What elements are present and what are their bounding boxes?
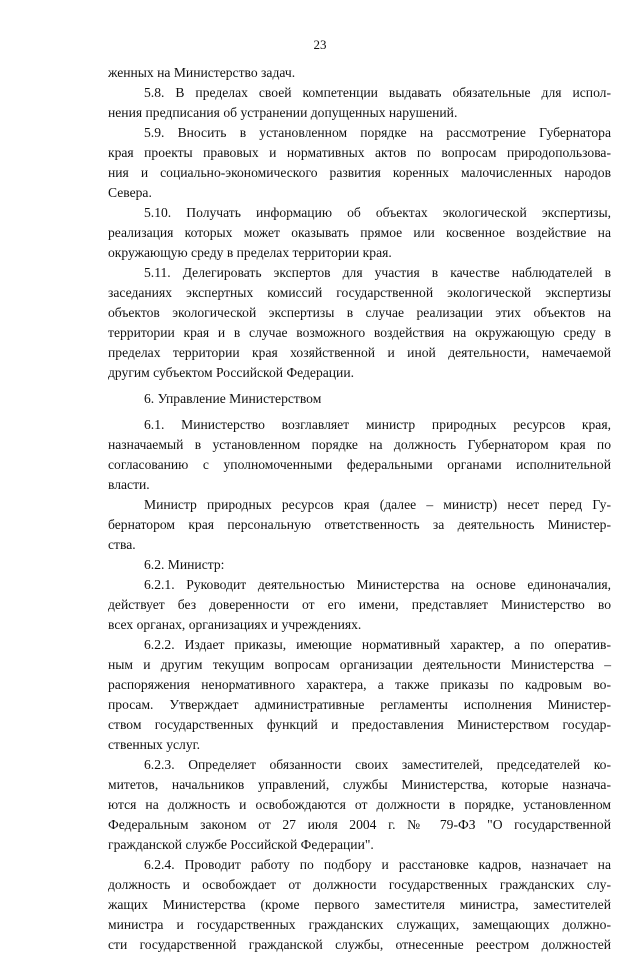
text-line: края проекты правовых и нормативных актов по вопросам природопользова-: [108, 145, 611, 160]
text-line: 6.2.1. Руководит деятельностью Министерства на основе единоначалия,: [144, 577, 611, 592]
text-line: власти.: [108, 477, 150, 492]
text-line: ства.: [108, 537, 136, 552]
text-line: 5.8. В пределах своей компетенции выдавать обязательные для испол-: [144, 85, 611, 100]
text-line: Федеральным законом от 27 июля 2004 г. № 79-ФЗ "О государственной: [108, 817, 611, 832]
text-line: 6.1. Министерство возглавляет министр природных ресурсов края,: [144, 417, 611, 432]
text-line: Министр природных ресурсов края (далее – министр) несет перед Гу-: [144, 497, 611, 512]
text-line: согласованию с уполномоченными федеральными органами исполнительной: [108, 457, 611, 472]
text-line: 6.2.3. Определяет обязанности своих заместителей, председателей ко-: [144, 757, 611, 772]
text-line: должность и освобождает от должности государственных гражданских слу-: [108, 877, 611, 892]
text-line: нения предписания об устранении допущенных нарушений.: [108, 105, 458, 120]
text-line: назначаемый в установленном порядке на должность Губернатором края по: [108, 437, 611, 452]
text-line: ственных услуг.: [108, 737, 201, 752]
text-line: 6.2.4. Проводит работу по подбору и расстановке кадров, назначает на: [144, 857, 611, 872]
text-line: 5.11. Делегировать экспертов для участия в качестве наблюдателей в: [144, 265, 611, 280]
text-line: ются на должность и освобождаются от должности в порядке, установленном: [108, 797, 611, 812]
page-number: 23: [313, 37, 327, 52]
text-line: ным и другим текущим вопросам организации деятельности Министерства –: [108, 657, 611, 672]
text-line: заседаниях экспертных комиссий государственной экологической экспертизы: [108, 285, 611, 300]
text-line: 6.2.2. Издает приказы, имеющие нормативный характер, а по оператив-: [144, 637, 611, 652]
text-line: Севера.: [108, 185, 152, 200]
text-line: жащих Министерства (кроме первого заместителя министра, заместителей: [108, 897, 611, 912]
text-line: ния и социально-экономического развития коренных малочисленных народов: [108, 165, 611, 180]
text-line: всех органах, организациях и учреждениях.: [108, 617, 362, 632]
text-line: территории края и в случае возможного воздействия на окружающую среду в: [108, 325, 611, 340]
text-line: митетов, начальников управлений, службы Министерства, которые назнача-: [108, 777, 611, 792]
text-line: распоряжения ненормативного характера, а также приказы по кадровым во-: [108, 677, 611, 692]
text-line: другим субъектом Российской Федерации.: [108, 365, 355, 380]
text-line: пределах территории края хозяйственной и иной деятельности, намечаемой: [108, 345, 611, 360]
text-line: действует без доверенности от его имени, представляет Министерство во: [108, 597, 611, 612]
text-line: женных на Министерство задач.: [108, 65, 296, 80]
document-body: [108, 63, 611, 955]
text-line: 5.9. Вносить в установленном порядке на рассмотрение Губернатора: [144, 125, 611, 140]
section-heading: 6. Управление Министерством: [144, 391, 322, 406]
text-line: объектов экологической экспертизы в случае реализации этих объектов на: [108, 305, 611, 320]
text-line: окружающую среду в пределах территории края.: [108, 245, 392, 260]
text-line: бернатором края персональную ответственность за деятельность Министер-: [108, 517, 611, 532]
text-line: просам. Утверждает административные регламенты исполнения Министер-: [108, 697, 611, 712]
text-line: министра и государственных гражданских служащих, замещающих должно-: [108, 917, 611, 932]
text-line: гражданской службе Российской Федерации".: [108, 837, 374, 852]
text-line: ством государственных функций и предоставления Министерством государ-: [108, 717, 611, 732]
text-line: 5.10. Получать информацию об объектах экологической экспертизы,: [144, 205, 611, 220]
text-line: 6.2. Министр:: [144, 557, 225, 572]
text-line: реализация которых может оказывать прямое или косвенное воздействие на: [108, 225, 611, 240]
text-line: сти государственной гражданской службы, отнесенные реестром должностей: [108, 937, 611, 952]
